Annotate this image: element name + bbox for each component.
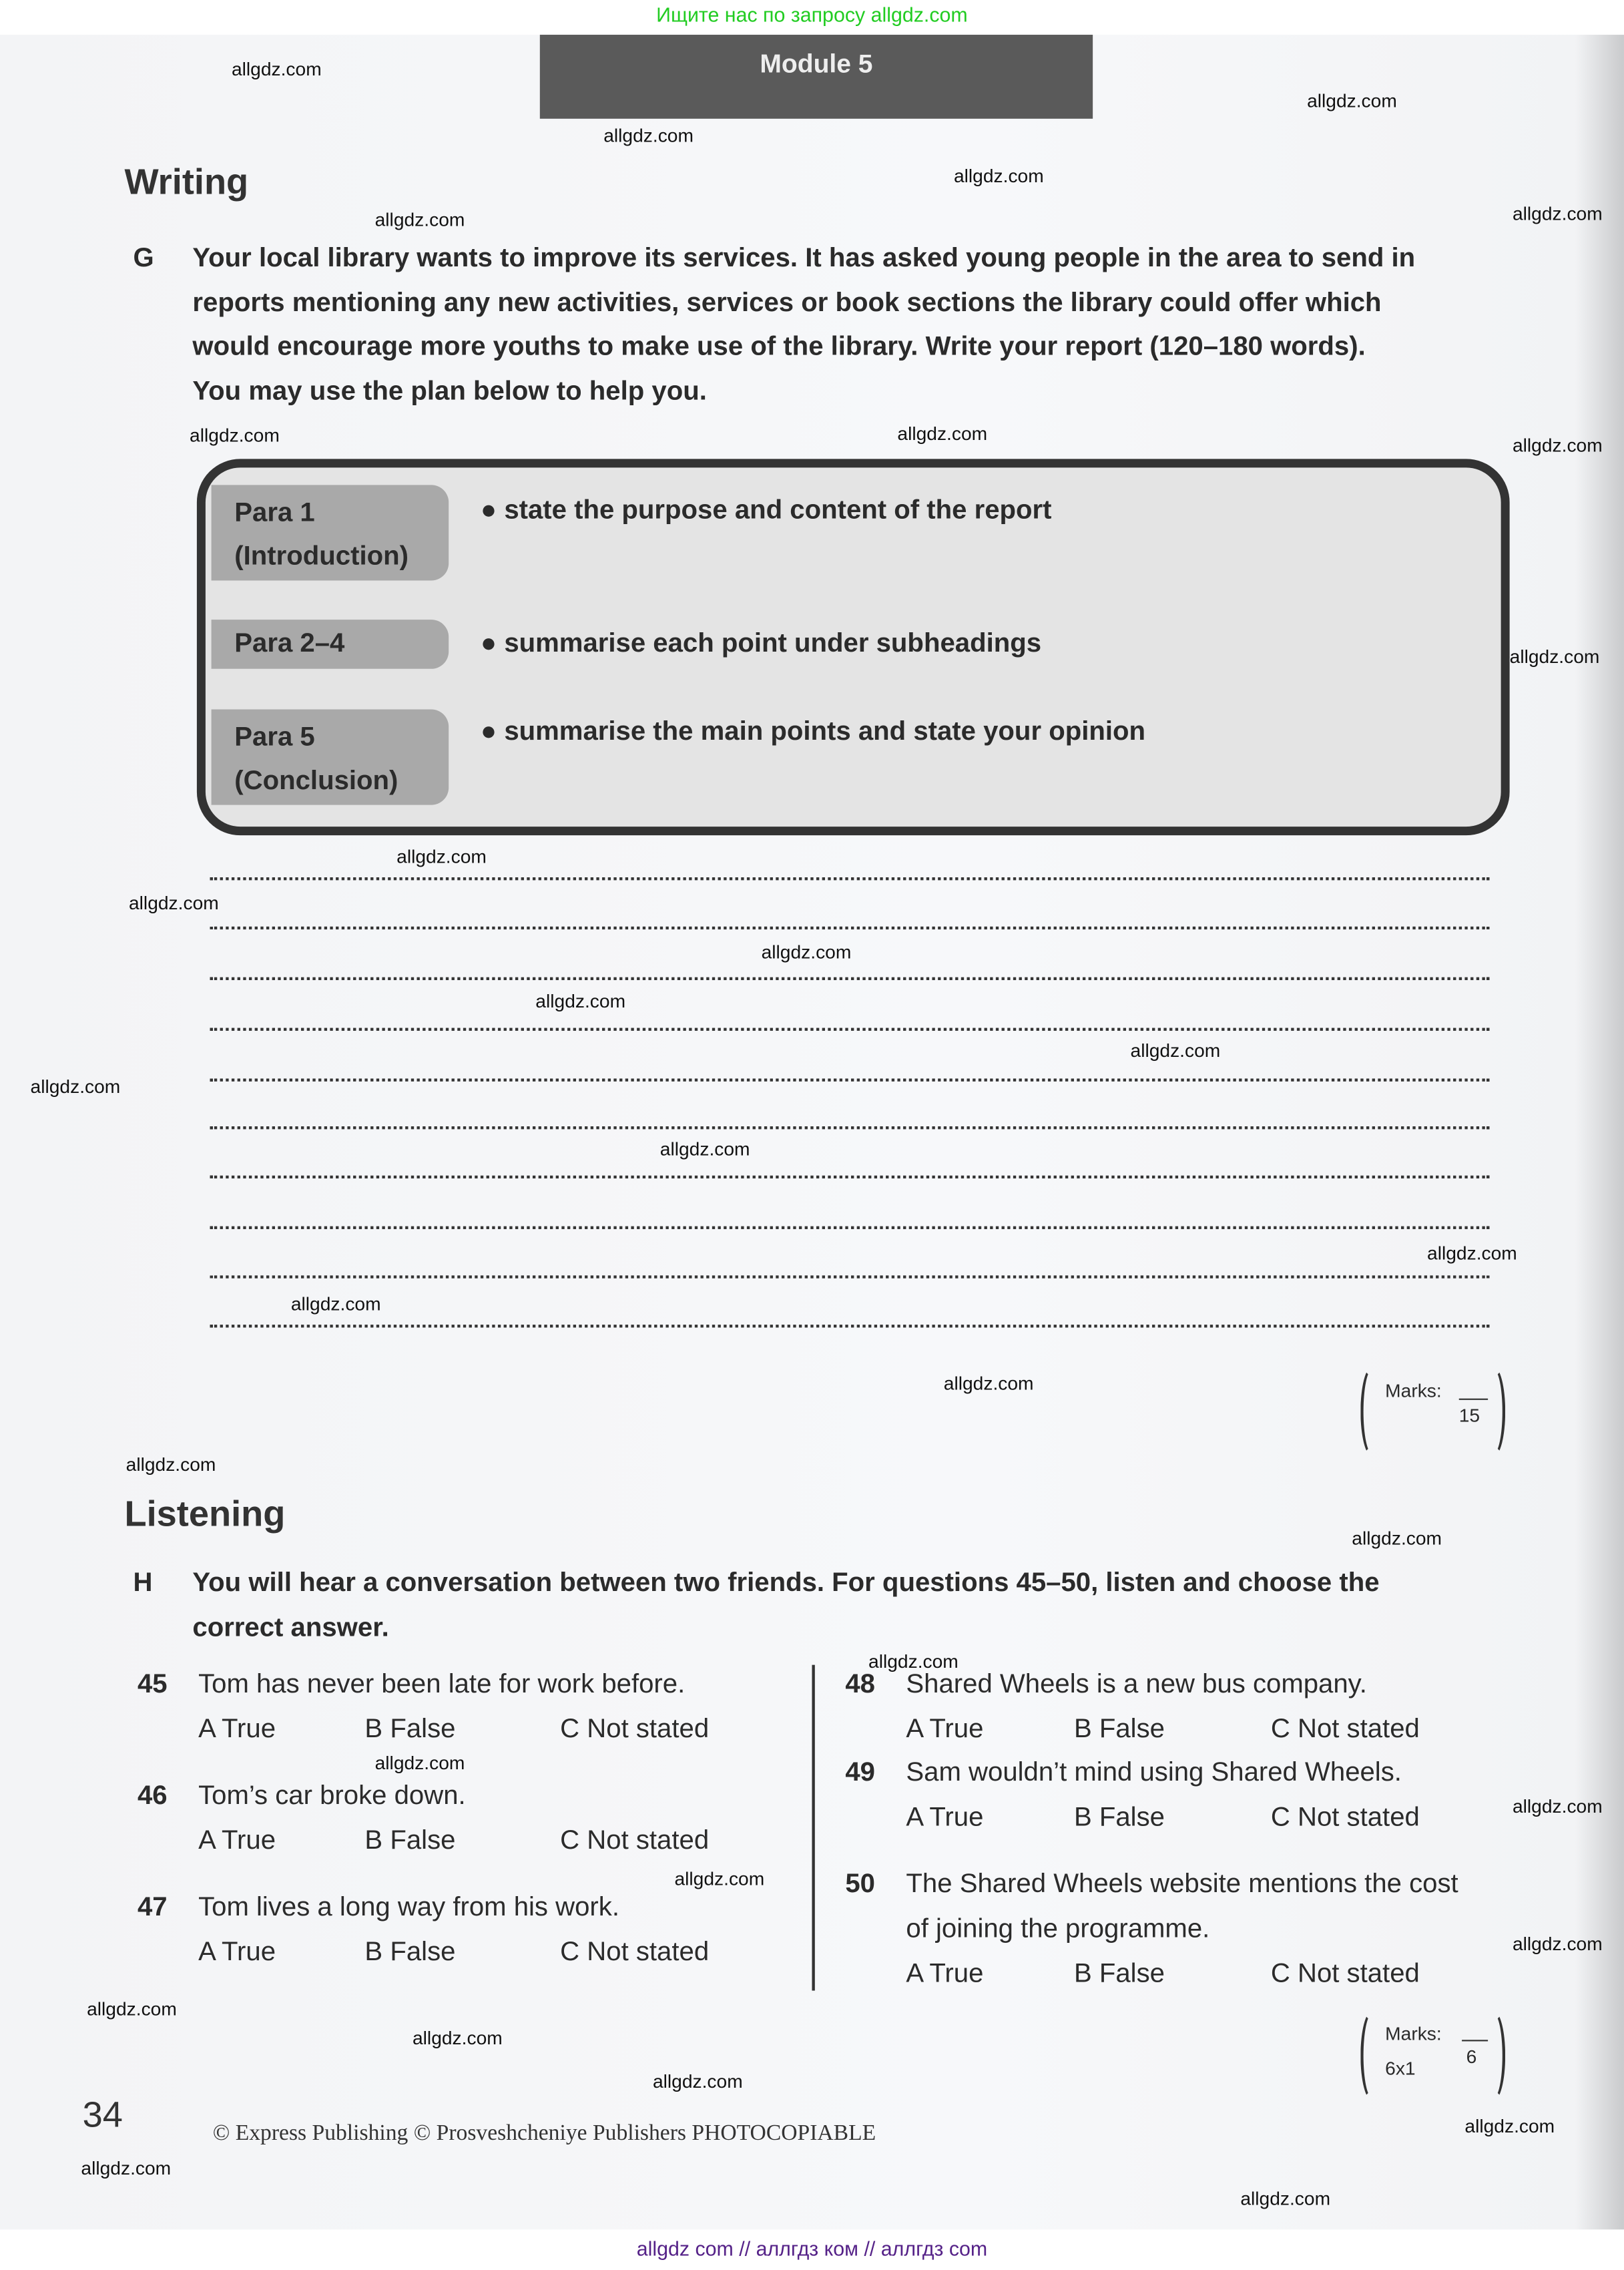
watermark-text: allgdz.com (290, 1293, 381, 1315)
answer-option[interactable]: B False (364, 1824, 456, 1855)
answer-line[interactable] (210, 1226, 1489, 1229)
watermark-text: allgdz.com (1512, 434, 1603, 457)
answer-line[interactable] (210, 1078, 1489, 1081)
watermark-text: allgdz.com (659, 1138, 750, 1160)
watermark-text: allgdz.com (190, 424, 280, 446)
watermark-text: allgdz.com (1512, 1932, 1603, 1955)
answer-line[interactable] (210, 977, 1489, 980)
watermark-text: allgdz.com (1352, 1527, 1442, 1550)
marks-blank[interactable] (1459, 1399, 1488, 1400)
marks-multiplier: 6x1 (1385, 2057, 1416, 2079)
watermark-text: allgdz.com (374, 1751, 465, 1774)
question-number: 49 (845, 1756, 875, 1787)
plan-point-para-2-4: ● summarise each point under subheadings (480, 626, 1042, 658)
writing-task-letter: G (133, 242, 154, 272)
watermark-text: allgdz.com (1427, 1242, 1517, 1265)
answer-option[interactable]: A True (198, 1713, 276, 1743)
watermark-text: allgdz.com (1307, 89, 1397, 111)
question-text: Sam wouldn’t mind using Shared Wheels. (906, 1756, 1402, 1787)
watermark-text: allgdz.com (1240, 2187, 1331, 2209)
watermark-text: allgdz.com (953, 165, 1044, 187)
instruction-line: correct answer. (192, 1610, 389, 1641)
answer-option[interactable]: B False (1073, 1801, 1165, 1832)
writing-plan-box (197, 459, 1510, 835)
top-banner[interactable]: Ищите нас по запросу allgdz.com (656, 3, 968, 27)
answer-option[interactable]: B False (1073, 1713, 1165, 1743)
right-bracket (1482, 1367, 1505, 1456)
listening-instructions (192, 1561, 1379, 1649)
writing-heading: Writing (124, 162, 249, 203)
question-text: The Shared Wheels website mentions the cost (906, 1867, 1458, 1898)
answer-option[interactable]: C Not stated (560, 1824, 710, 1855)
question-number: 48 (845, 1667, 875, 1698)
answer-option[interactable]: C Not stated (560, 1713, 710, 1743)
watermark-text: allgdz.com (603, 124, 694, 147)
question-text: Tom’s car broke down. (198, 1779, 466, 1810)
plan-label-line: Para 5 (234, 720, 315, 752)
answer-option[interactable]: A True (198, 1936, 276, 1966)
column-divider (812, 1665, 814, 1991)
question-text: Tom lives a long way from his work. (198, 1890, 619, 1921)
watermark-text: allgdz.com (652, 2070, 743, 2092)
question-number: 50 (845, 1867, 875, 1898)
answer-line[interactable] (210, 1275, 1489, 1278)
answer-option[interactable]: B False (364, 1936, 456, 1966)
answer-line[interactable] (210, 1325, 1489, 1327)
watermark-text: allgdz.com (535, 990, 626, 1012)
question-text: of joining the programme. (906, 1912, 1210, 1943)
answer-line[interactable] (210, 927, 1489, 929)
watermark-text: allgdz.com (943, 1372, 1034, 1395)
question-text: Tom has never been late for work before. (198, 1667, 686, 1698)
module-title: Module 5 (540, 35, 1093, 119)
plan-label-line: (Introduction) (234, 539, 409, 571)
writing-marks (1360, 1367, 1505, 1451)
instruction-line: You will hear a conversation between two friends. For questions 45–50, listen and choose the (192, 1566, 1380, 1597)
copyright-notice: © Express Publishing © Prosveshcheniye Publishers PHOTOCOPIABLE (212, 2120, 876, 2146)
marks-total: 6 (1466, 2045, 1477, 2068)
marks-label: Marks: (1385, 1379, 1442, 1402)
plan-label-line: Para 2–4 (234, 626, 345, 658)
page-number: 34 (82, 2094, 123, 2136)
answer-line[interactable] (210, 1126, 1489, 1129)
answer-option[interactable]: C Not stated (1270, 1801, 1420, 1832)
plan-point-text: state the purpose and content of the report (504, 493, 1052, 524)
question-text: Shared Wheels is a new bus company. (906, 1667, 1367, 1698)
answer-option[interactable]: B False (1073, 1957, 1165, 1988)
plan-label-line: (Conclusion) (234, 764, 398, 795)
watermark-text: allgdz.com (1130, 1039, 1221, 1062)
instruction-line: reports mentioning any new activities, services or book sections the library could offer which (192, 286, 1382, 316)
left-bracket (1360, 1367, 1384, 1456)
instruction-line: You may use the plan below to help you. (192, 374, 707, 405)
watermark-text: allgdz.com (868, 1650, 959, 1672)
plan-label-line: Para 1 (234, 496, 315, 527)
instruction-line: Your local library wants to improve its services. It has asked young people in the area to send in (192, 242, 1416, 272)
answer-option[interactable]: A True (906, 1957, 984, 1988)
watermark-text: allgdz.com (1512, 1795, 1603, 1817)
answer-option[interactable]: A True (906, 1801, 984, 1832)
answer-line[interactable] (210, 1176, 1489, 1178)
answer-option[interactable]: C Not stated (1270, 1713, 1420, 1743)
plan-label-para-2-4 (212, 620, 449, 669)
writing-instructions (192, 236, 1415, 413)
plan-label-para-5 (212, 710, 449, 805)
plan-point-text: summarise each point under subheadings (504, 626, 1042, 658)
question-number: 47 (137, 1890, 168, 1921)
watermark-text: allgdz.com (412, 2026, 503, 2049)
answer-option[interactable]: C Not stated (1270, 1957, 1420, 1988)
watermark-text: allgdz.com (87, 1998, 177, 2020)
marks-blank[interactable] (1462, 2040, 1488, 2041)
instruction-line: would encourage more youths to make use of the library. Write your report (120–180 words). (192, 330, 1366, 361)
plan-point-text: summarise the main points and state your opinion (504, 715, 1146, 746)
marks-label: Marks: (1385, 2022, 1442, 2044)
watermark-text: allgdz.com (1512, 202, 1603, 225)
plan-label-para-1 (212, 485, 449, 580)
answer-option[interactable]: B False (364, 1713, 456, 1743)
answer-option[interactable]: A True (198, 1824, 276, 1855)
plan-point-para-5: ● summarise the main points and state your opinion (480, 715, 1146, 746)
watermark-text: allgdz.com (1464, 2115, 1555, 2137)
watermark-text: allgdz.com (81, 2156, 172, 2179)
plan-point-para-1: ● state the purpose and content of the report (480, 493, 1052, 524)
watermark-text: allgdz.com (761, 941, 852, 963)
watermark-text: allgdz.com (396, 845, 487, 867)
listening-task-letter: H (133, 1566, 153, 1597)
left-bracket (1360, 2011, 1384, 2100)
answer-option[interactable]: C Not stated (560, 1936, 710, 1966)
question-number: 46 (137, 1779, 168, 1810)
watermark-text: allgdz.com (897, 423, 988, 445)
right-bracket (1482, 2011, 1505, 2100)
bottom-banner[interactable]: allgdz com // аллгдз ком // аллгдз com (636, 2237, 988, 2260)
watermark-text: allgdz.com (30, 1076, 121, 1098)
watermark-text: allgdz.com (374, 208, 465, 230)
marks-total: 15 (1458, 1404, 1480, 1426)
watermark-text: allgdz.com (125, 1453, 216, 1476)
watermark-text: allgdz.com (231, 57, 322, 80)
watermark-text: allgdz.com (128, 891, 219, 914)
answer-option[interactable]: A True (906, 1713, 984, 1743)
answer-line[interactable] (210, 1028, 1489, 1031)
listening-marks (1360, 2011, 1505, 2095)
answer-line[interactable] (210, 877, 1489, 880)
watermark-text: allgdz.com (674, 1867, 765, 1889)
watermark-text: allgdz.com (1509, 646, 1600, 668)
listening-heading: Listening (124, 1494, 286, 1535)
question-number: 45 (137, 1667, 168, 1698)
